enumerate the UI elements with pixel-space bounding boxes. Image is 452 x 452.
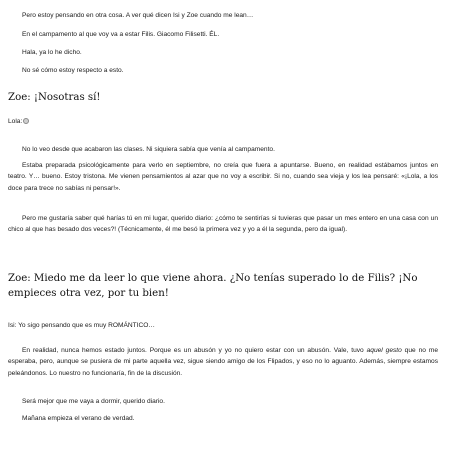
closing-line-1: Será mejor que me vaya a dormir, querido diario. [22,398,165,405]
lola-paragraph-3: Pero me gustaría saber qué harías tú en mi lugar, querido diario: ¿cómo te sentirías si tuvieras que pasar un mes entero en una casa con un chico al que has besado dos veces?! (Técnicamente, él me besó la primera vez y yo a él la segunda, pero da igual). [8,215,438,234]
lola-paragraph-1: No lo veo desde que acabaron las clases. Ni siquiera sabía que venía al campamento. [22,146,275,153]
intro-line-1: Pero estoy pensando en otra cosa. A ver qué dicen Isi y Zoe cuando me lean… [22,12,254,19]
intro-line-3: Hala, ya lo he dicho. [22,49,82,56]
intro-line-4: No sé cómo estoy respecto a esto. [22,67,124,74]
final-paragraph-text-2: que no me esperaba, pero, aunque se pusiera de mi parte aquella vez, sigue siendo amigo de los Flipados, y eso no lo aguanto. Además, siempre estamos peleándonos. Lo nuestro no funcionaría, fin de la discusión. [8,347,438,377]
lola-label: Lola: [8,118,23,125]
isi-line: Isi: Yo sigo pensando que es muy ROMÁNTICO… [8,322,155,329]
neutral-face-emoji-icon [23,118,29,124]
intro-line-2: En el campamento al que voy va a estar Filis. Giacomo Filisetti. ÉL. [22,31,220,38]
final-paragraph-italic: aquel gesto [366,347,402,354]
final-paragraph-text-1: En realidad, nunca hemos estado juntos. Porque es un abusón y yo no quiero estar con un abusón. Vale, tuvo [22,347,367,354]
zoe-heading-1: Zoe: ¡Nosotras sí! [8,92,101,103]
closing-line-2: Mañana empieza el verano de verdad. [22,415,135,422]
lola-paragraph-2: Estaba preparada psicológicamente para verlo en septiembre, no creía que fuera a apuntarse. Bueno, en realidad estábamos juntos en teatro. Y… bueno. Estoy tristona. Me vienen pensamientos al azar que no voy a escribir. Si no, cuando sea vieja y los lea pensaré: «¡Lola, a los doce para trece no sabías ni pensar!». [8,162,438,192]
final-paragraph [8,345,438,379]
zoe-heading-2: Zoe: Miedo me da leer lo que viene ahora. ¿No tenías superado lo de Filis? ¡No empieces otra vez, por tu bien! [8,273,418,299]
lola-speaker [8,118,29,126]
